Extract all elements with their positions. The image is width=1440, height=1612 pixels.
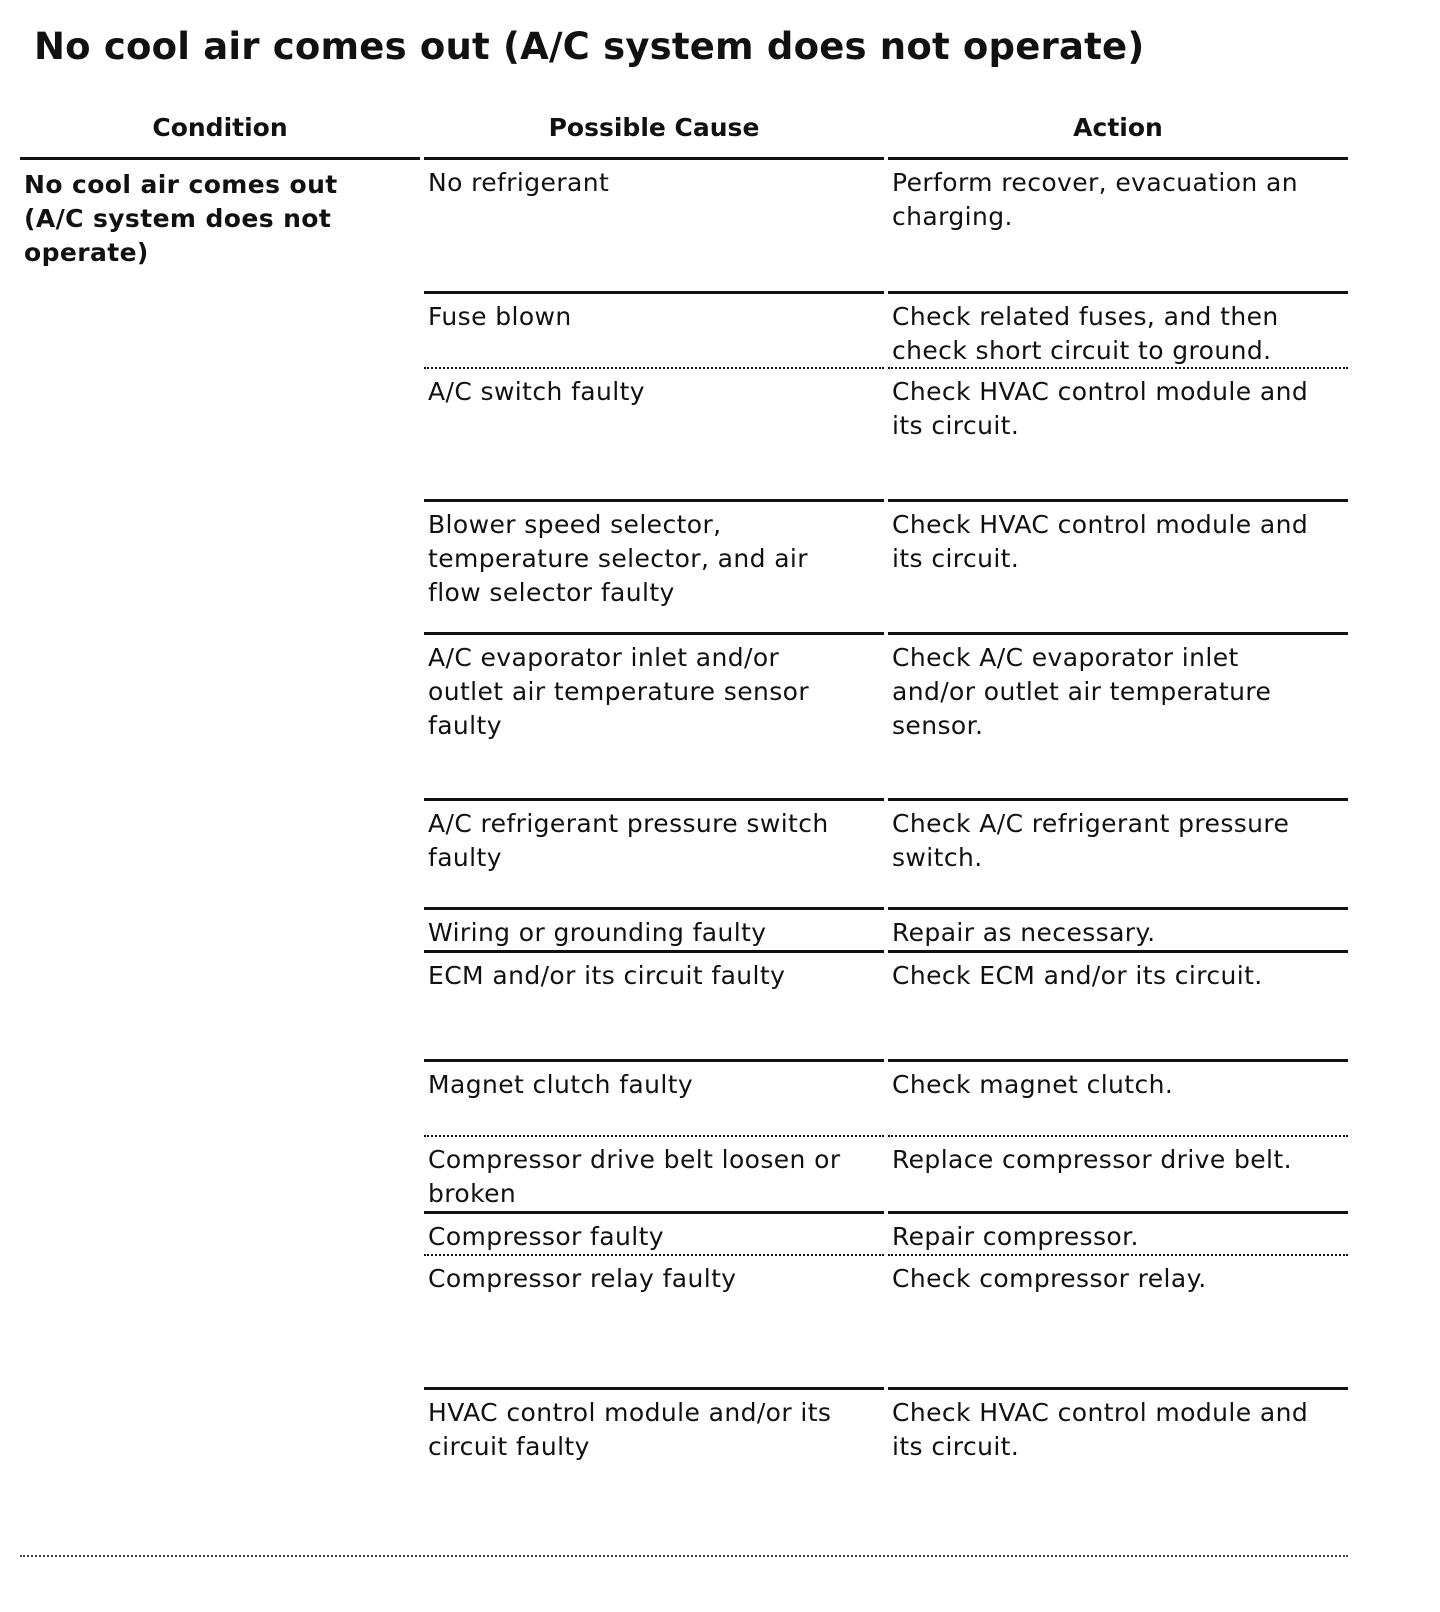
action-cell (888, 499, 1348, 633)
action-cell (888, 367, 1348, 500)
cause-cell (424, 499, 884, 633)
action-text: Check HVAC control module and its circuit. (892, 377, 1309, 440)
cause-text: ECM and/or its circuit faulty (428, 961, 786, 990)
cause-cell (424, 1135, 884, 1212)
column-header-condition: Condition (152, 113, 288, 142)
column-header-possible-cause: Possible Cause (548, 113, 760, 142)
action-text: Check HVAC control module and its circuit. (892, 510, 1309, 573)
action-cell (888, 157, 1348, 292)
action-text: Replace compressor drive belt. (892, 1145, 1292, 1174)
action-text: Check related fuses, and then check short circuit to ground. (892, 302, 1279, 365)
cause-text: Wiring or grounding faulty (428, 918, 767, 947)
action-cell (888, 1387, 1348, 1487)
cause-cell (424, 950, 884, 1060)
cause-cell (424, 157, 884, 292)
action-text: Check compressor relay. (892, 1264, 1207, 1293)
cause-text: HVAC control module and/or its circuit faulty (428, 1398, 832, 1461)
cause-cell (424, 291, 884, 367)
action-text: Check A/C evaporator inlet and/or outlet air temperature sensor. (892, 643, 1272, 740)
cause-text: No refrigerant (428, 168, 610, 197)
cause-text: Magnet clutch faulty (428, 1070, 694, 1099)
action-cell (888, 798, 1348, 908)
action-cell (888, 950, 1348, 1060)
action-cell (888, 632, 1348, 799)
cause-text: Blower speed selector, temperature selector, and air flow selector faulty (428, 510, 808, 607)
cause-text: Fuse blown (428, 302, 572, 331)
action-text: Check HVAC control module and its circuit. (892, 1398, 1309, 1461)
cause-cell (424, 1254, 884, 1388)
action-cell (888, 291, 1348, 367)
cause-text: Compressor drive belt loosen or broken (428, 1145, 841, 1208)
action-text: Check A/C refrigerant pressure switch. (892, 809, 1290, 872)
action-text: Check ECM and/or its circuit. (892, 961, 1263, 990)
cause-cell (424, 1211, 884, 1255)
page-title: No cool air comes out (A/C system does not operate) (34, 25, 1145, 68)
cause-cell (424, 632, 884, 799)
cause-cell (424, 1387, 884, 1487)
cause-cell (424, 1059, 884, 1136)
cause-cell (424, 798, 884, 908)
action-cell (888, 1254, 1348, 1388)
action-text: Repair as necessary. (892, 918, 1156, 947)
bottom-divider (20, 1555, 1348, 1557)
action-cell (888, 1135, 1348, 1212)
column-header-action: Action (1073, 113, 1163, 142)
cause-cell (424, 367, 884, 500)
cause-text: Compressor faulty (428, 1222, 664, 1251)
condition-cell (20, 157, 420, 270)
cause-text: A/C evaporator inlet and/or outlet air temperature sensor faulty (428, 643, 810, 740)
action-cell (888, 1059, 1348, 1136)
action-text: Repair compressor. (892, 1222, 1139, 1251)
action-text: Check magnet clutch. (892, 1070, 1174, 1099)
action-cell (888, 907, 1348, 951)
cause-text: A/C refrigerant pressure switch faulty (428, 809, 829, 872)
action-text: Perform recover, evacuation an charging. (892, 168, 1298, 231)
cause-text: A/C switch faulty (428, 377, 645, 406)
cause-cell (424, 907, 884, 951)
action-cell (888, 1211, 1348, 1255)
cause-text: Compressor relay faulty (428, 1264, 737, 1293)
condition-text: No cool air comes out (A/C system does not operate) (24, 170, 338, 267)
